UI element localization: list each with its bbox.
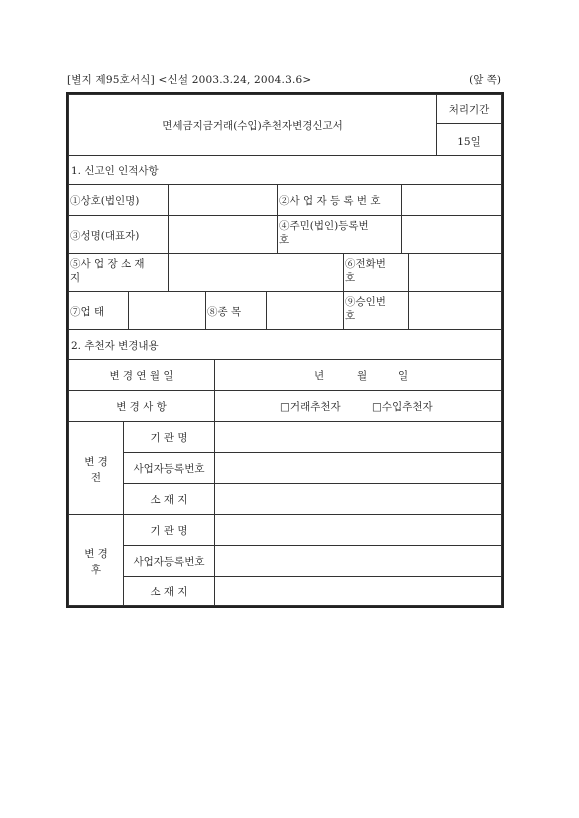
rep-name-label: ③성명(대표자) — [70, 230, 140, 242]
page-side-label: (앞 쪽) — [469, 74, 501, 86]
change-item-options-cell — [214, 390, 502, 422]
before-group-label: 변 경 전 — [84, 456, 108, 484]
after-group-label: 변 경 후 — [84, 548, 108, 576]
form-reference: [별지 제95호서식] <신설 2003.3.24, 2004.3.6> — [67, 74, 312, 86]
processing-period-value: 15일 — [457, 136, 481, 148]
trade-name-label: ①상호(법인명) — [70, 195, 140, 207]
before-location-field[interactable] — [214, 483, 502, 515]
declaration-form — [66, 92, 504, 608]
after-biz-reg-label: 사업자등록번호 — [133, 556, 205, 568]
change-item-label: 변 경 사 항 — [116, 401, 167, 413]
trade-name-field[interactable] — [168, 184, 278, 216]
date-year: 년 — [314, 370, 325, 382]
approval-label: ⑨승인번 호 — [345, 296, 386, 322]
before-biz-reg-field[interactable] — [214, 452, 502, 484]
phone-label: ⑥전화번 호 — [345, 258, 386, 284]
item-field[interactable] — [266, 291, 344, 330]
before-biz-reg-label: 사업자등록번호 — [133, 463, 205, 475]
approval-field[interactable] — [408, 291, 502, 330]
section2-heading: 2. 추천자 변경내용 — [71, 340, 159, 352]
phone-field[interactable] — [408, 253, 502, 292]
after-location-field[interactable] — [214, 576, 502, 606]
location-field[interactable] — [168, 253, 344, 292]
rep-name-field[interactable] — [168, 215, 278, 254]
date-day: 일 — [398, 370, 409, 382]
form-title: 면세금지금거래(수입)추천자변경신고서 — [162, 120, 343, 132]
biz-reg-label: ②사 업 자 등 록 번 호 — [279, 195, 381, 207]
before-org-name-label: 기 관 명 — [150, 432, 188, 444]
item-label: ⑧종 목 — [207, 306, 242, 318]
option-import-recommender[interactable]: □수입추천자 — [372, 401, 433, 413]
after-org-name-field[interactable] — [214, 514, 502, 546]
biz-reg-field[interactable] — [401, 184, 502, 216]
after-biz-reg-field[interactable] — [214, 545, 502, 577]
location-label: ⑤사 업 장 소 재 지 — [70, 258, 145, 284]
processing-period-label: 처리기간 — [448, 104, 490, 116]
resident-no-label: ④주민(법인)등록번 호 — [279, 220, 369, 246]
change-date-label: 변 경 연 월 일 — [109, 370, 174, 382]
business-type-field[interactable] — [128, 291, 206, 330]
business-type-label: ⑦업 태 — [70, 306, 105, 318]
date-month: 월 — [357, 370, 368, 382]
option-trade-recommender[interactable]: □거래추천자 — [280, 401, 341, 413]
section1-heading: 1. 신고인 인적사항 — [71, 165, 159, 177]
before-location-label: 소 재 지 — [150, 494, 188, 506]
after-location-label: 소 재 지 — [150, 586, 188, 598]
before-org-name-field[interactable] — [214, 421, 502, 453]
after-org-name-label: 기 관 명 — [150, 525, 188, 537]
resident-no-field[interactable] — [401, 215, 502, 254]
